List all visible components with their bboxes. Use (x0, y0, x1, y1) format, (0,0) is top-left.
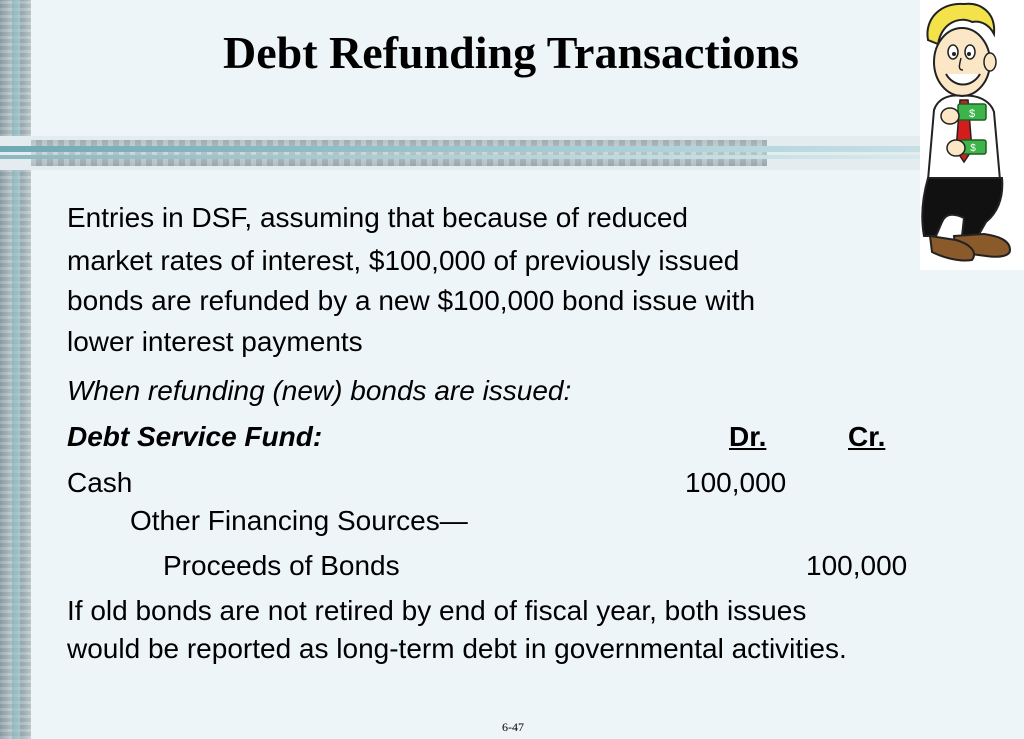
intro-line: bonds are refunded by a new $100,000 bond issue with (67, 285, 756, 316)
left-decorative-strip (0, 0, 31, 739)
teal-line-upper (0, 146, 1024, 152)
page-number: 6-47 (502, 720, 524, 734)
note-line: would be reported as long-term debt in governmental activities. (67, 633, 847, 664)
cartoon-man-icon (920, 0, 1024, 270)
intro-line: market rates of interest, $100,000 of previously issued (67, 245, 740, 276)
dr-header: Dr. (729, 421, 767, 452)
cartoon-man-money-image (920, 0, 1024, 270)
entry-debit: 100,000 (685, 467, 787, 498)
svg-text:$: $ (970, 143, 976, 154)
stone-texture (31, 140, 767, 166)
svg-text:$: $ (968, 108, 976, 120)
teal-line-lower (0, 155, 1024, 159)
entry-account: Cash (67, 467, 133, 498)
header-band (0, 136, 1024, 170)
slide-title: Debt Refunding Transactions (223, 27, 799, 78)
subheading: When refunding (new) bonds are issued: (67, 375, 572, 406)
intro-line: Entries in DSF, assuming that because of reduced (67, 202, 689, 233)
left-teal-stripe (12, 0, 20, 739)
entry-account: Other Financing Sources— (130, 505, 468, 536)
note-line: If old bonds are not retired by end of fiscal year, both issues (67, 595, 807, 626)
entry-account: Proceeds of Bonds (163, 550, 400, 581)
intro-line: lower interest payments (67, 326, 363, 357)
intro-paragraph (67, 196, 927, 362)
entry-credit: 100,000 (806, 550, 908, 581)
fund-label: Debt Service Fund: (67, 421, 323, 452)
cr-header: Cr. (848, 421, 886, 452)
